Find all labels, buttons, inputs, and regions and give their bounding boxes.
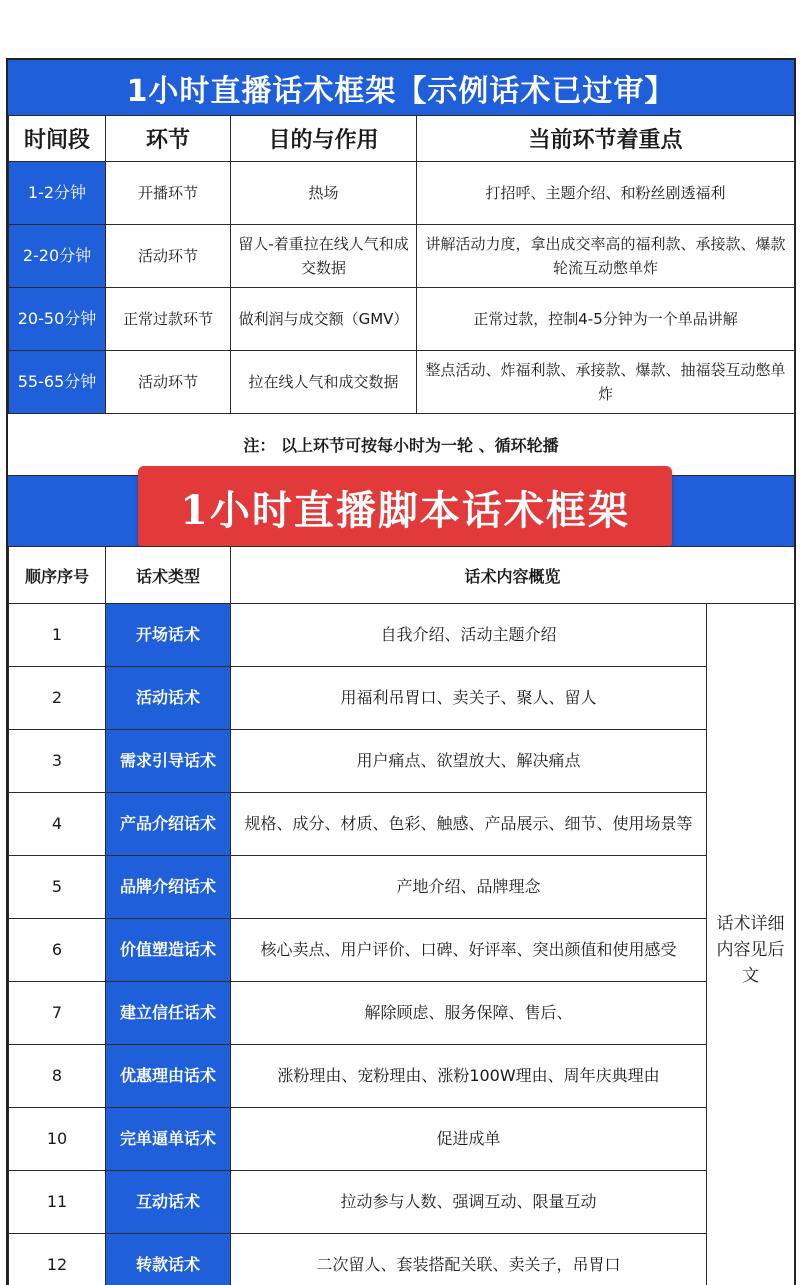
table-row (9, 667, 795, 730)
content-cell: 涨粉理由、宠粉理由、涨粉100W理由、周年庆典理由 (231, 1045, 707, 1108)
focus-cell: 打招呼、主题介绍、和粉丝剧透福利 (417, 162, 795, 225)
table2-header-row (9, 547, 795, 604)
table-row (9, 351, 795, 414)
time-cell: 55-65分钟 (9, 351, 106, 414)
table-row (9, 162, 795, 225)
content-cell: 用福利吊胃口、卖关子、聚人、留人 (231, 667, 707, 730)
loop-note: 注： 以上环节可按每小时为一轮 、循环轮播 (8, 414, 794, 476)
time-cell: 20-50分钟 (9, 288, 106, 351)
stage-cell: 正常过款环节 (106, 288, 231, 351)
content-cell: 规格、成分、材质、色彩、触感、产品展示、细节、使用场景等 (231, 793, 707, 856)
focus-cell: 讲解活动力度，拿出成交率高的福利款、承接款、爆款轮流互动憋单炸 (417, 225, 795, 288)
content-cell: 产地介绍、品牌理念 (231, 856, 707, 919)
table1-header-row (9, 116, 795, 162)
table-row (9, 1234, 795, 1285)
stage-cell: 活动环节 (106, 225, 231, 288)
order-cell: 12 (9, 1234, 106, 1285)
type-cell: 建立信任话术 (106, 982, 231, 1045)
stage-cell: 开播环节 (106, 162, 231, 225)
table-row (9, 1171, 795, 1234)
header-focus: 当前环节着重点 (417, 116, 795, 162)
document-sheet (6, 58, 796, 1285)
content-cell: 拉动参与人数、强调互动、限量互动 (231, 1171, 707, 1234)
table-row (9, 225, 795, 288)
table-row (9, 793, 795, 856)
content-cell: 促进成单 (231, 1108, 707, 1171)
table-row (9, 604, 795, 667)
side-note: 话术详细内容见后文 (707, 604, 795, 1285)
header-time: 时间段 (9, 116, 106, 162)
table-row (9, 288, 795, 351)
type-cell: 价值塑造话术 (106, 919, 231, 982)
header-content: 话术内容概览 (231, 547, 795, 604)
type-cell: 活动话术 (106, 667, 231, 730)
order-cell: 11 (9, 1171, 106, 1234)
purpose-cell: 留人-着重拉在线人气和成交数据 (231, 225, 417, 288)
time-cell: 2-20分钟 (9, 225, 106, 288)
content-cell: 用户痛点、欲望放大、解决痛点 (231, 730, 707, 793)
order-cell: 7 (9, 982, 106, 1045)
type-cell: 互动话术 (106, 1171, 231, 1234)
header-stage: 环节 (106, 116, 231, 162)
table-row (9, 1108, 795, 1171)
header-purpose: 目的与作用 (231, 116, 417, 162)
table-row (9, 856, 795, 919)
type-cell: 产品介绍话术 (106, 793, 231, 856)
type-cell: 完单逼单话术 (106, 1108, 231, 1171)
table2-title: 1小时直播脚本话术框架 (138, 466, 672, 548)
table1-title: 1小时直播话术框架【示例话术已过审】 (8, 60, 794, 115)
table-row (9, 982, 795, 1045)
table-row (9, 1045, 795, 1108)
order-cell: 2 (9, 667, 106, 730)
content-cell: 核心卖点、用户评价、口碑、好评率、突出颜值和使用感受 (231, 919, 707, 982)
type-cell: 开场话术 (106, 604, 231, 667)
type-cell: 品牌介绍话术 (106, 856, 231, 919)
focus-cell: 整点活动、炸福利款、承接款、爆款、抽福袋互动憋单炸 (417, 351, 795, 414)
type-cell: 需求引导话术 (106, 730, 231, 793)
script-framework-table (8, 546, 795, 1285)
purpose-cell: 拉在线人气和成交数据 (231, 351, 417, 414)
order-cell: 6 (9, 919, 106, 982)
order-cell: 8 (9, 1045, 106, 1108)
purpose-cell: 做利润与成交额（GMV） (231, 288, 417, 351)
table-row (9, 730, 795, 793)
order-cell: 5 (9, 856, 106, 919)
live-framework-table (8, 115, 795, 414)
header-type: 话术类型 (106, 547, 231, 604)
content-cell: 自我介绍、活动主题介绍 (231, 604, 707, 667)
focus-cell: 正常过款，控制4-5分钟为一个单品讲解 (417, 288, 795, 351)
order-cell: 10 (9, 1108, 106, 1171)
purpose-cell: 热场 (231, 162, 417, 225)
order-cell: 1 (9, 604, 106, 667)
type-cell: 转款话术 (106, 1234, 231, 1285)
table-row (9, 919, 795, 982)
type-cell: 优惠理由话术 (106, 1045, 231, 1108)
content-cell: 解除顾虑、服务保障、售后、 (231, 982, 707, 1045)
order-cell: 4 (9, 793, 106, 856)
stage-cell: 活动环节 (106, 351, 231, 414)
header-order: 顺序序号 (9, 547, 106, 604)
content-cell: 二次留人、套装搭配关联、卖关子，吊胃口 (231, 1234, 707, 1285)
time-cell: 1-2分钟 (9, 162, 106, 225)
order-cell: 3 (9, 730, 106, 793)
